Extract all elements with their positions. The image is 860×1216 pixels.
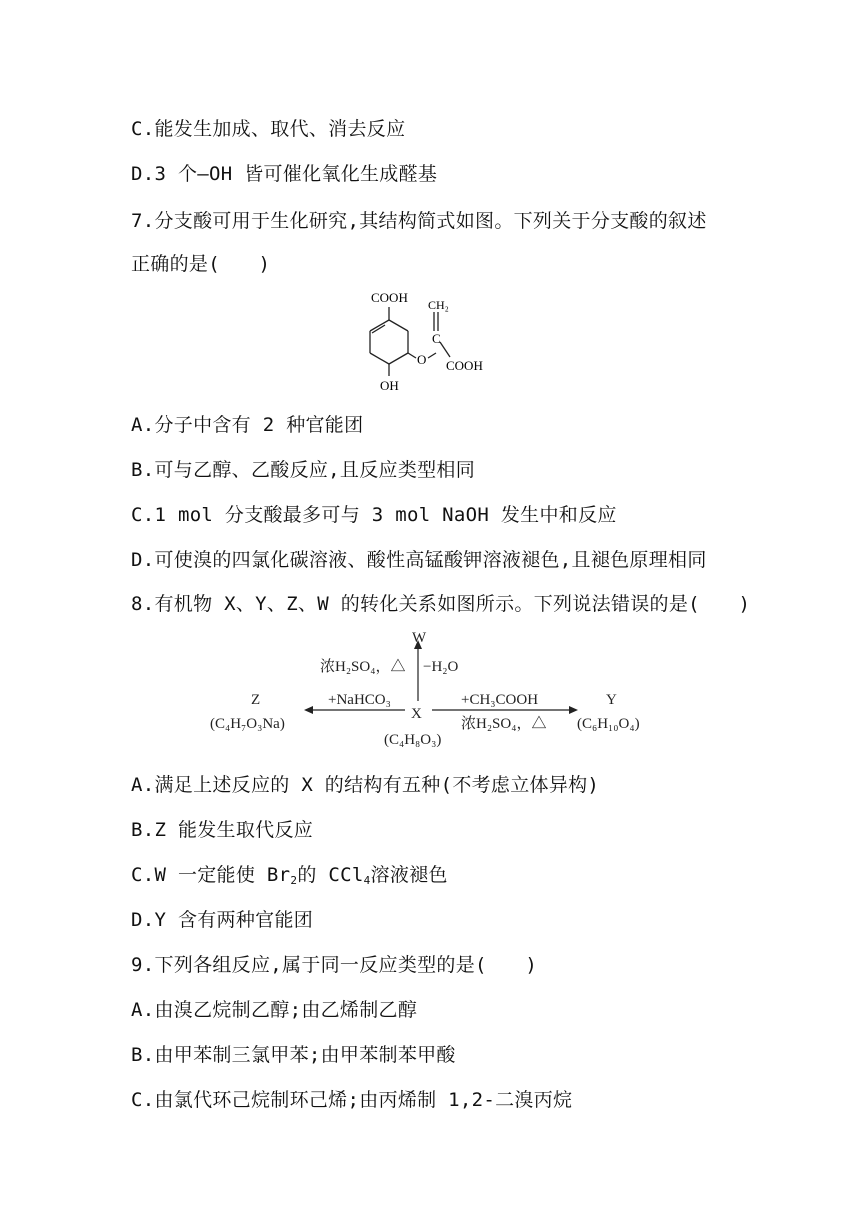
- y-formula: (C₆H₁₀O₄): [577, 716, 640, 732]
- option-8d: D.Y 含有两种官能团: [131, 909, 314, 931]
- z-formula: (C₄H₇O₃Na): [210, 716, 285, 732]
- question-8-stem: 8.有机物 X、Y、Z、W 的转化关系如图所示。下列说法错误的是( ): [131, 593, 751, 615]
- option-8c-prefix: C.W 一定能使 Br: [131, 864, 291, 886]
- option-9c: C.由氯代环己烷制环己烯;由丙烯制 1,2-二溴丙烷: [131, 1089, 573, 1111]
- option-8b: B.Z 能发生取代反应: [131, 819, 314, 841]
- question-7-stem: 7.分支酸可用于生化研究,其结构简式如图。下列关于分支酸的叙述: [131, 210, 707, 232]
- w-condition-left: 浓H₂SO₄，△: [320, 659, 406, 675]
- option-8c-suffix: 溶液褪色: [370, 864, 448, 886]
- option-d-prev: D.3 个—OH 皆可催化氧化生成醛基: [131, 163, 438, 185]
- option-9a: A.由溴乙烷制乙醇;由乙烯制乙醇: [131, 999, 418, 1021]
- cooh-top-label: COOH: [371, 290, 408, 305]
- y-reagent: +CH₃COOH: [461, 692, 539, 708]
- question-9-stem: 9.下列各组反应,属于同一反应类型的是( ): [131, 954, 538, 976]
- z-reagent: +NaHCO₃: [328, 692, 391, 708]
- x-label: X: [411, 706, 422, 722]
- option-8c-mid: 的 CCl: [297, 864, 364, 886]
- cooh-right-label: COOH: [446, 358, 483, 373]
- c-label: C: [432, 331, 441, 346]
- option-7d: D.可使溴的四氯化碳溶液、酸性高锰酸钾溶液褪色,且褪色原理相同: [131, 549, 707, 571]
- option-8c-sub-4: 4: [363, 874, 371, 887]
- option-7a: A.分子中含有 2 种官能团: [131, 414, 364, 436]
- question-7-stem-cont: 正确的是( ): [131, 253, 271, 275]
- ether-o-label: O: [417, 352, 427, 367]
- option-7c: C.1 mol 分支酸最多可与 3 mol NaOH 发生中和反应: [131, 504, 617, 526]
- option-8a: A.满足上述反应的 X 的结构有五种(不考虑立体异构): [131, 774, 600, 796]
- y-condition: 浓H₂SO₄，△: [461, 716, 547, 732]
- option-8c: [131, 860, 448, 887]
- oh-label: OH: [380, 378, 399, 393]
- conversion-scheme: [200, 626, 660, 750]
- chorismic-acid-structure: [340, 282, 520, 400]
- w-condition-right: −H₂O: [423, 659, 459, 675]
- option-c-prev: C.能发生加成、取代、消去反应: [131, 118, 406, 140]
- option-7b: B.可与乙醇、乙酸反应,且反应类型相同: [131, 459, 476, 481]
- option-8c-sub-2: 2: [290, 874, 298, 887]
- option-9b: B.由甲苯制三氯甲苯;由甲苯制苯甲酸: [131, 1044, 456, 1066]
- z-label: Z: [251, 692, 261, 708]
- x-formula: (C₄H₈O₃): [384, 732, 442, 748]
- w-label: W: [412, 630, 427, 646]
- y-label: Y: [606, 692, 617, 708]
- ch2-label: CH₂: [428, 298, 449, 312]
